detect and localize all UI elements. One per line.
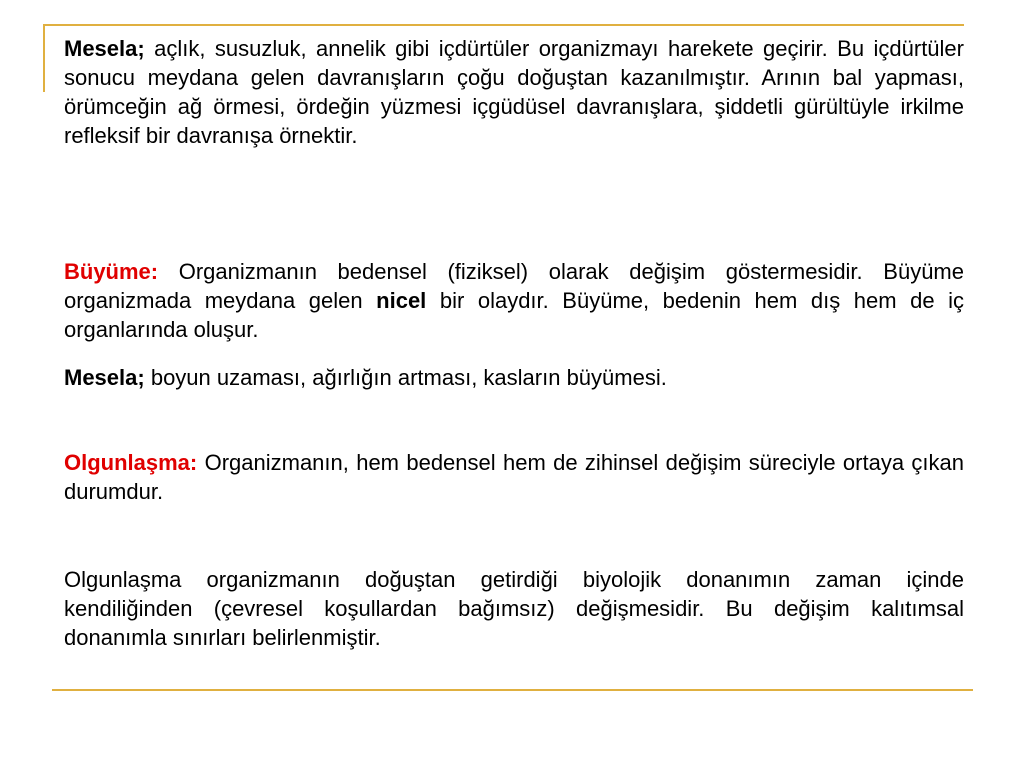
paragraph-growth	[64, 257, 964, 344]
frame-top-border	[43, 24, 964, 26]
frame-bottom-border	[52, 689, 973, 691]
heading-maturation: Olgunlaşma:	[64, 450, 198, 475]
paragraph-text: Organizmanın, hem bedensel hem de zihinsel değişim süreciyle ortaya çıkan durumdur.	[64, 450, 964, 504]
bold-term: nicel	[376, 288, 427, 313]
paragraph-lead: Mesela;	[64, 36, 145, 61]
paragraph-text: bir olaydır. Büyüme, bedenin hem dış hem de iç organlarında oluşur.	[64, 288, 964, 342]
paragraph-lead: Mesela;	[64, 365, 145, 390]
paragraph-text: Organizmanın bedensel (fiziksel) olarak değişim göstermesidir. Büyüme organizmada meydana gelen	[64, 259, 964, 313]
paragraph-text: Olgunlaşma organizmanın doğuştan getirdiği biyolojik donanımın zaman içinde kendiliğinden (çevresel koşullardan bağımsız) değişmesidir. Bu değişim kalıtımsal donanımla sınırları belirlenmiştir.	[64, 567, 964, 650]
paragraph-maturation-detail	[64, 565, 964, 652]
paragraph-instincts	[64, 34, 964, 150]
paragraph-growth-example	[64, 363, 964, 392]
frame-left-border	[43, 24, 45, 92]
paragraph-text: boyun uzaması, ağırlığın artması, kasların büyümesi.	[144, 365, 667, 390]
paragraph-maturation	[64, 448, 964, 506]
heading-growth: Büyüme:	[64, 259, 159, 284]
paragraph-text: açlık, susuzluk, annelik gibi içdürtüler organizmayı harekete geçirir. Bu içdürtüler sonucu meydana gelen davranışların çoğu doğuştan kazanılmıştır. Arının bal yapması, örümceğin ağ örmesi, ördeğin yüzmesi içgüdüsel davranışlara, şiddetli gürültüyle irkilme refleksif bir davranışa örnektir.	[64, 36, 964, 148]
